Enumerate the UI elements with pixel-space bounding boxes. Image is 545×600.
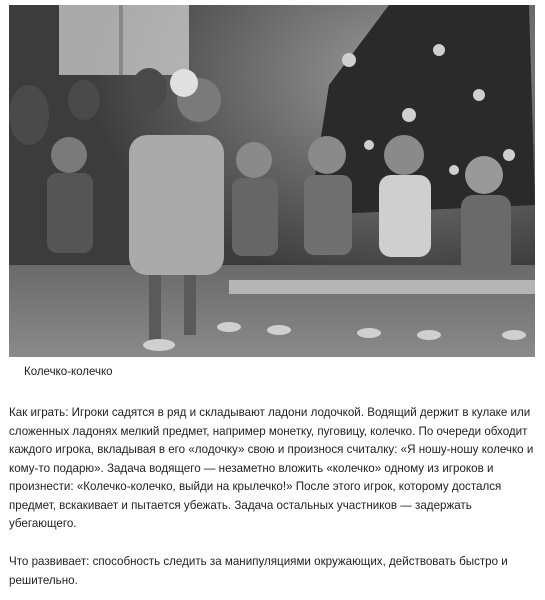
photo-illustration	[9, 5, 535, 357]
how-to-play-paragraph: Как играть: Игроки садятся в ряд и складывают ладони лодочкой. Водящий держит в кулаке или сложенных ладонях мелкий предмет, например монетку, пуговицу, колечко. По очереди обходит каждого игрока, вкладывая в его «лодочку» свою и произнося считалку: «Я ношу-ношу колечко и кому-то подарю». Задача водящего — незаметно вложить «колечко» одному из игроков и произнести: «Колечко-колечко, выйди на крылечко!» После этого игрок, которому достался предмет, вскакивает и пытается убежать. Задача остальных участников — задержать убегающего.	[9, 406, 534, 530]
what-develops-paragraph: Что развивает: способность следить за манипуляциями окружающих, действовать быстро и решительно.	[9, 555, 508, 587]
game-photo	[9, 5, 535, 357]
photo-caption: Колечко-колечко	[24, 366, 113, 378]
